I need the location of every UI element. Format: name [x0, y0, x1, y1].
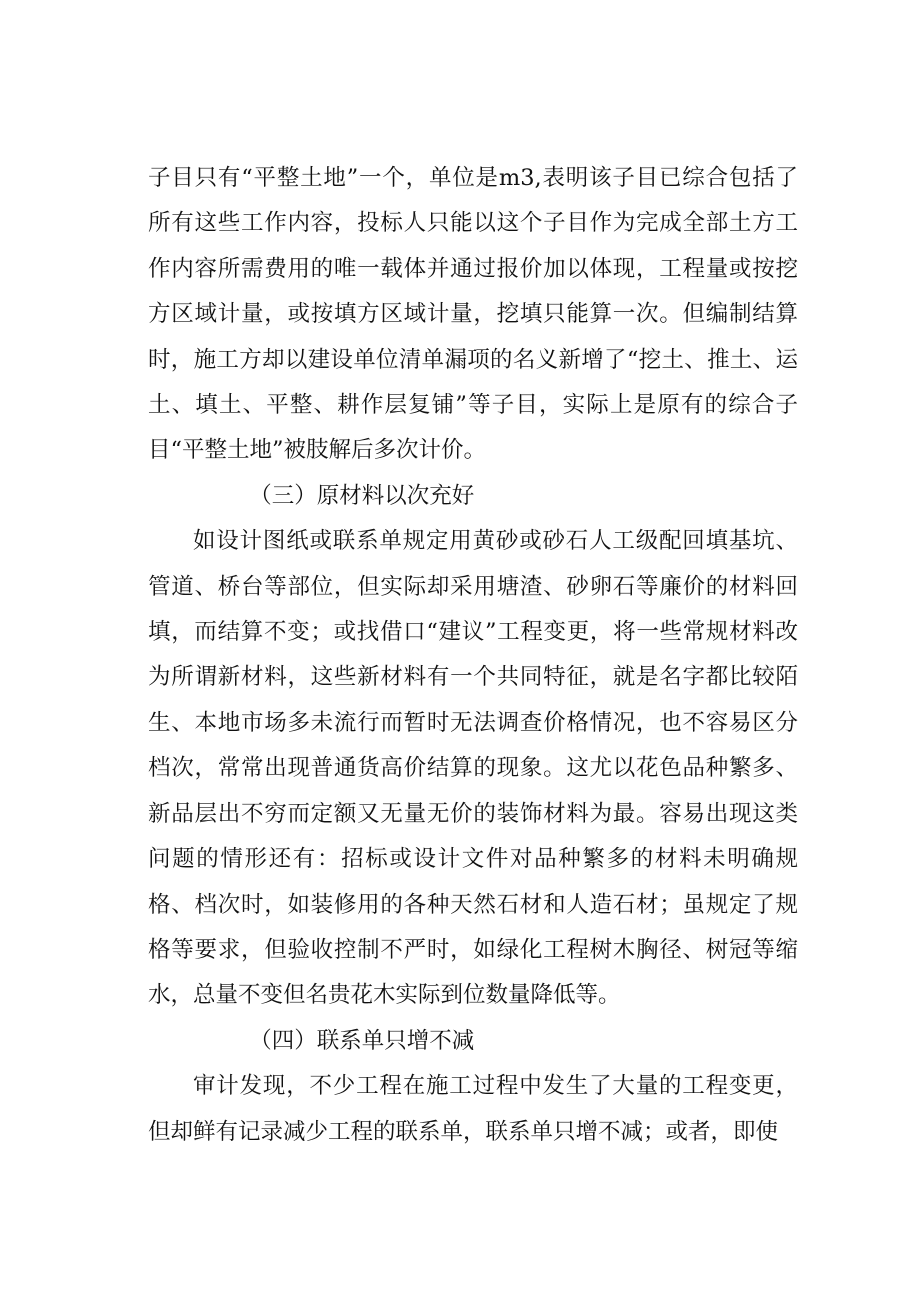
paragraph-contact-sheets: 审计发现，不少工程在施工过程中发生了大量的工程变更，但却鲜有记录减少工程的联系单，联系单只增不减；或者，即使	[148, 1073, 798, 1145]
paragraph-earthwork-continuation: 子目只有“平整土地”一个，单位是m3,表明该子目已综合包括了所有这些工作内容，投标人只能以这个子目作为完成全部土方工作内容所需费用的唯一载体并通过报价加以体现，工程量或按挖方区域计量，或按填方区域计量，挖填只能算一次。但编制结算时，施工方却以建设单位清单漏项的名义新增了“挖土、推土、运土、填土、平整、耕作层复铺”等子目，实际上是原有的综合子目“平整土地”被肢解后多次计价。	[148, 165, 798, 464]
document-body	[148, 156, 798, 1155]
paragraph-materials: 如设计图纸或联系单规定用黄砂或砂石人工级配回填基坑、管道、桥台等部位，但实际却采用塘渣、砂卵石等廉价的材料回填，而结算不变；或找借口“建议”工程变更，将一些常规材料改为所谓新材料，这些新材料有一个共同特征，就是名字都比较陌生、本地市场多未流行而暂时无法调查价格情况，也不容易区分档次，常常出现普通货高价结算的现象。这尤以花色品种繁多、新品层出不穷而定额又无量无价的装饰材料为最。容易出现这类问题的情形还有：招标或设计文件对品种繁多的材料未明确规格、档次时，如装修用的各种天然石材和人造石材；虽规定了规格等要求，但验收控制不严时，如绿化工程树木胸径、树冠等缩水，总量不变但名贵花木实际到位数量降低等。	[148, 528, 798, 1009]
section-heading-3-text: （三）原材料以次充好	[249, 482, 475, 509]
section-heading-4	[148, 1019, 798, 1064]
section-heading-4-text: （四）联系单只增不减	[249, 1027, 475, 1054]
section-heading-3	[148, 474, 798, 519]
